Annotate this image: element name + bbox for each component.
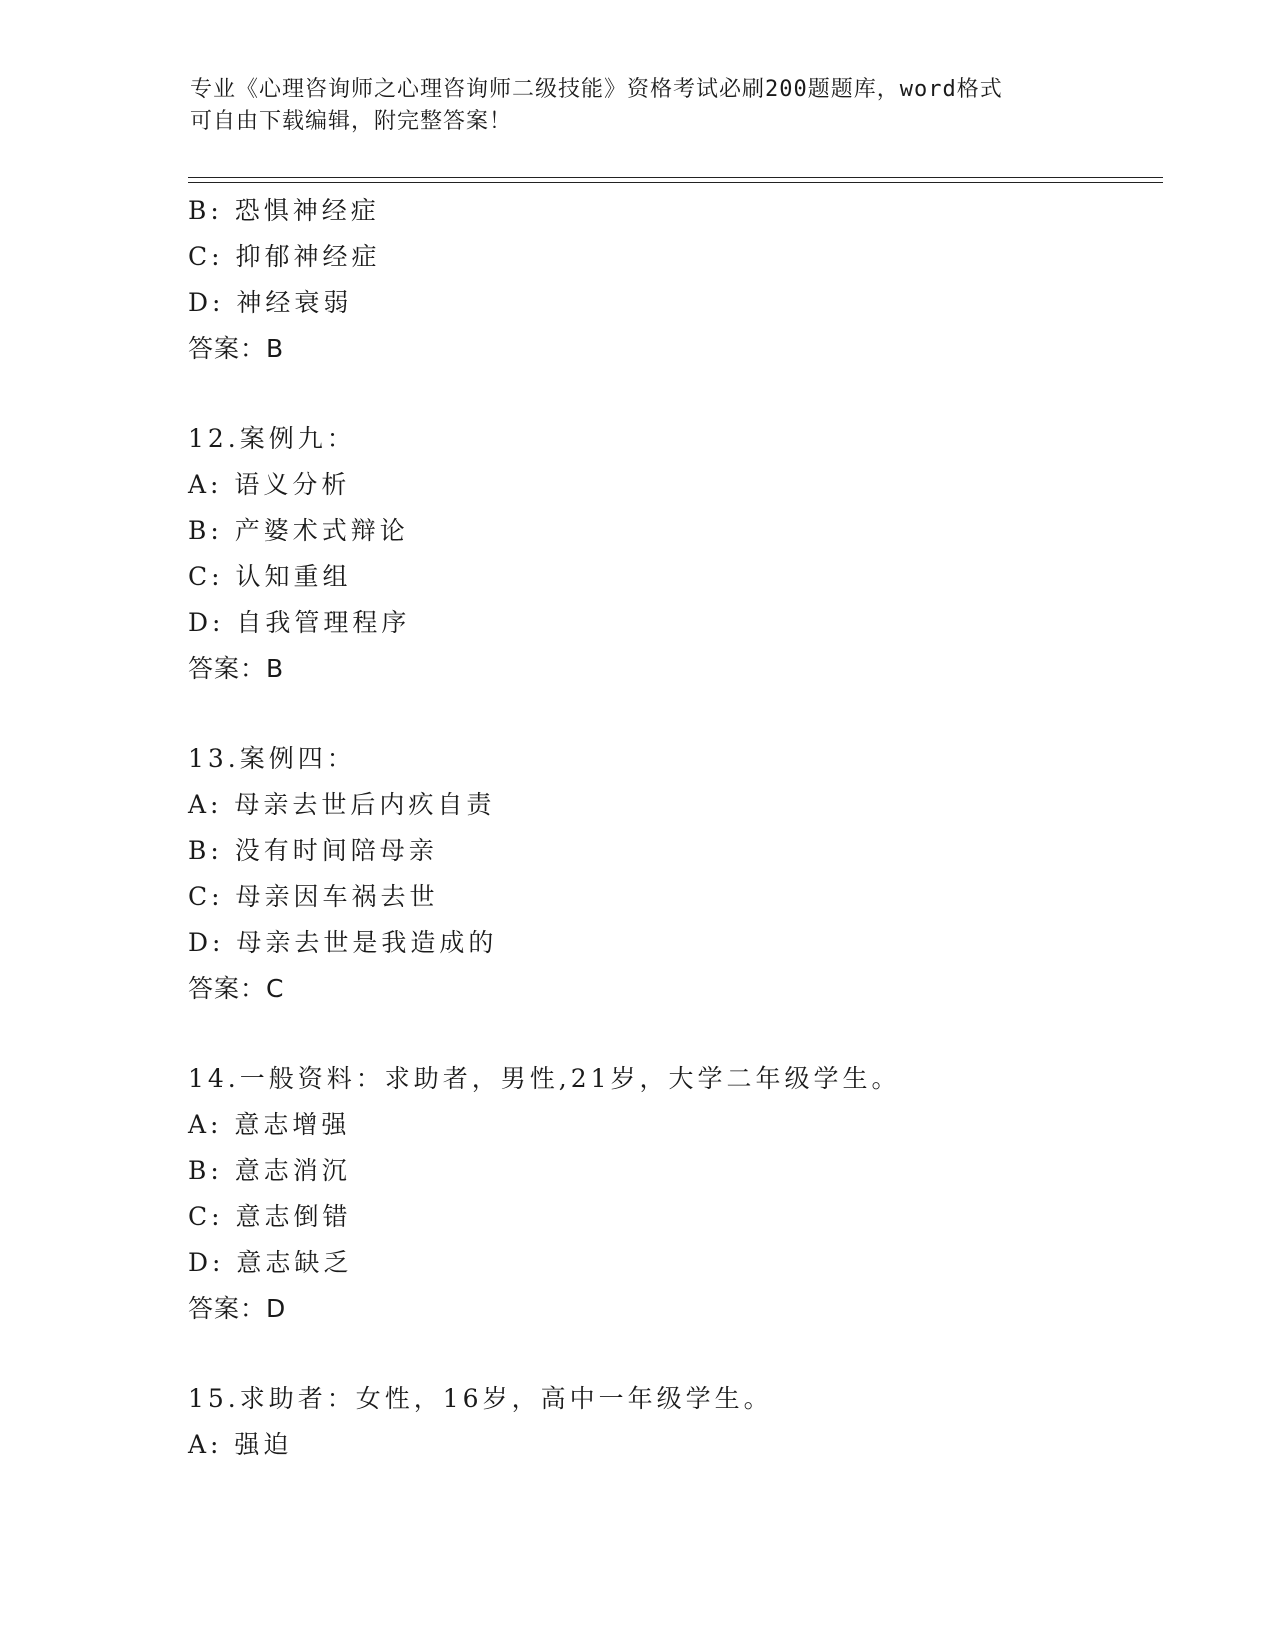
option-a: A: 强迫 — [188, 1430, 293, 1459]
spacer — [188, 1332, 1138, 1376]
option-a: A: 意志增强 — [188, 1110, 351, 1139]
answer-line: 答案：D — [188, 1294, 287, 1323]
spacer — [188, 372, 1138, 416]
option-c: C: 抑郁神经症 — [188, 242, 381, 271]
question-list — [188, 188, 1138, 1468]
question-block-14 — [188, 1056, 1138, 1332]
option-c: C: 母亲因车祸去世 — [188, 882, 439, 911]
option-c: C: 意志倒错 — [188, 1202, 352, 1231]
question-block-15 — [188, 1376, 1138, 1468]
option-d: D: 母亲去世是我造成的 — [188, 928, 498, 957]
question-block-11 — [188, 188, 1138, 372]
option-b: B: 没有时间陪母亲 — [188, 836, 438, 865]
answer-line: 答案：B — [188, 334, 285, 363]
spacer — [188, 692, 1138, 736]
question-block-12 — [188, 416, 1138, 692]
header-line-2: 可自由下载编辑，附完整答案！ — [190, 109, 513, 134]
answer-line: 答案：B — [188, 654, 285, 683]
question-title: 15.求助者：女性，16岁，高中一年级学生。 — [188, 1384, 773, 1413]
question-title: 13.案例四： — [188, 744, 356, 773]
option-b: B: 意志消沉 — [188, 1156, 351, 1185]
question-title: 14.一般资料：求助者，男性,21岁，大学二年级学生。 — [188, 1064, 901, 1093]
question-block-13 — [188, 736, 1138, 1012]
option-d: D: 神经衰弱 — [188, 288, 353, 317]
option-d: D: 意志缺乏 — [188, 1248, 353, 1277]
header-line-1: 专业《心理咨询师之心理咨询师二级技能》资格考试必刷200题题库，word格式 — [190, 77, 1003, 102]
header-divider-top — [188, 177, 1163, 178]
option-b: B: 恐惧神经症 — [188, 196, 380, 225]
question-title: 12.案例九： — [188, 424, 356, 453]
option-a: A: 语义分析 — [188, 470, 351, 499]
option-c: C: 认知重组 — [188, 562, 352, 591]
option-d: D: 自我管理程序 — [188, 608, 411, 637]
option-a: A: 母亲去世后内疚自责 — [188, 790, 496, 819]
header-divider-bottom — [188, 182, 1163, 183]
option-b: B: 产婆术式辩论 — [188, 516, 409, 545]
spacer — [188, 1012, 1138, 1056]
document-header — [190, 74, 1090, 138]
answer-line: 答案：C — [188, 974, 285, 1003]
